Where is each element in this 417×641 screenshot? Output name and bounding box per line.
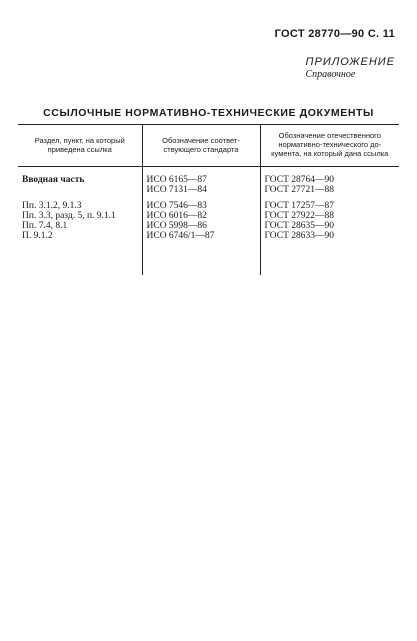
appendix-sublabel: Справочное: [305, 69, 356, 80]
cell-standard: ИСО 6746/1—87: [142, 231, 260, 241]
cell-standard: ИСО 6016—82: [142, 211, 260, 221]
cell-section: Вводная часть: [22, 175, 85, 185]
header-standard: Обозначение соответ-ствующего стандарта: [142, 125, 260, 167]
table-row: [18, 201, 399, 211]
document-title: ССЫЛОЧНЫЕ НОРМАТИВНО-ТЕХНИЧЕСКИЕ ДОКУМЕНТЫ: [43, 107, 374, 119]
references-table: [18, 124, 399, 275]
header-section-ref: Раздел, пункт, на который приведена ссылка: [18, 125, 142, 167]
cell-standard: ИСО 6165—87: [142, 175, 260, 185]
header-national-doc: Обозначение отечественного нормативно-технического до-кумента, на который дана ссылка: [260, 125, 399, 167]
table-row: [18, 185, 399, 195]
table-row: [18, 211, 399, 221]
page-header: ГОСТ 28770—90 С. 11: [274, 28, 395, 40]
cell-standard: ИСО 5998—86: [142, 221, 260, 231]
cell-national-doc: ГОСТ 27922—88: [260, 211, 399, 221]
appendix-block: [306, 56, 395, 80]
appendix-label: ПРИЛОЖЕНИЕ: [305, 56, 395, 68]
cell-national-doc: ГОСТ 17257—87: [260, 201, 399, 211]
cell-section: П. 9.1.2: [22, 231, 53, 241]
cell-standard: ИСО 7546—83: [142, 201, 260, 211]
cell-national-doc: ГОСТ 28764—90: [260, 175, 399, 185]
table-header-row: [18, 125, 399, 167]
cell-section: [18, 185, 142, 195]
table-row: [18, 221, 399, 231]
cell-section: Пп. 3.3, разд. 5, п. 9.1.1: [22, 211, 116, 221]
cell-national-doc: ГОСТ 28633—90: [260, 231, 399, 241]
cell-section: Пп. 3.1.2, 9.1.3: [22, 201, 82, 211]
table-row: [18, 231, 399, 241]
cell-standard: ИСО 7131—84: [142, 185, 260, 195]
cell-section: Пп. 7.4, 8.1: [22, 221, 68, 231]
cell-national-doc: ГОСТ 28635—90: [260, 221, 399, 231]
cell-national-doc: ГОСТ 27721—88: [260, 185, 399, 195]
table-row: [18, 175, 399, 185]
